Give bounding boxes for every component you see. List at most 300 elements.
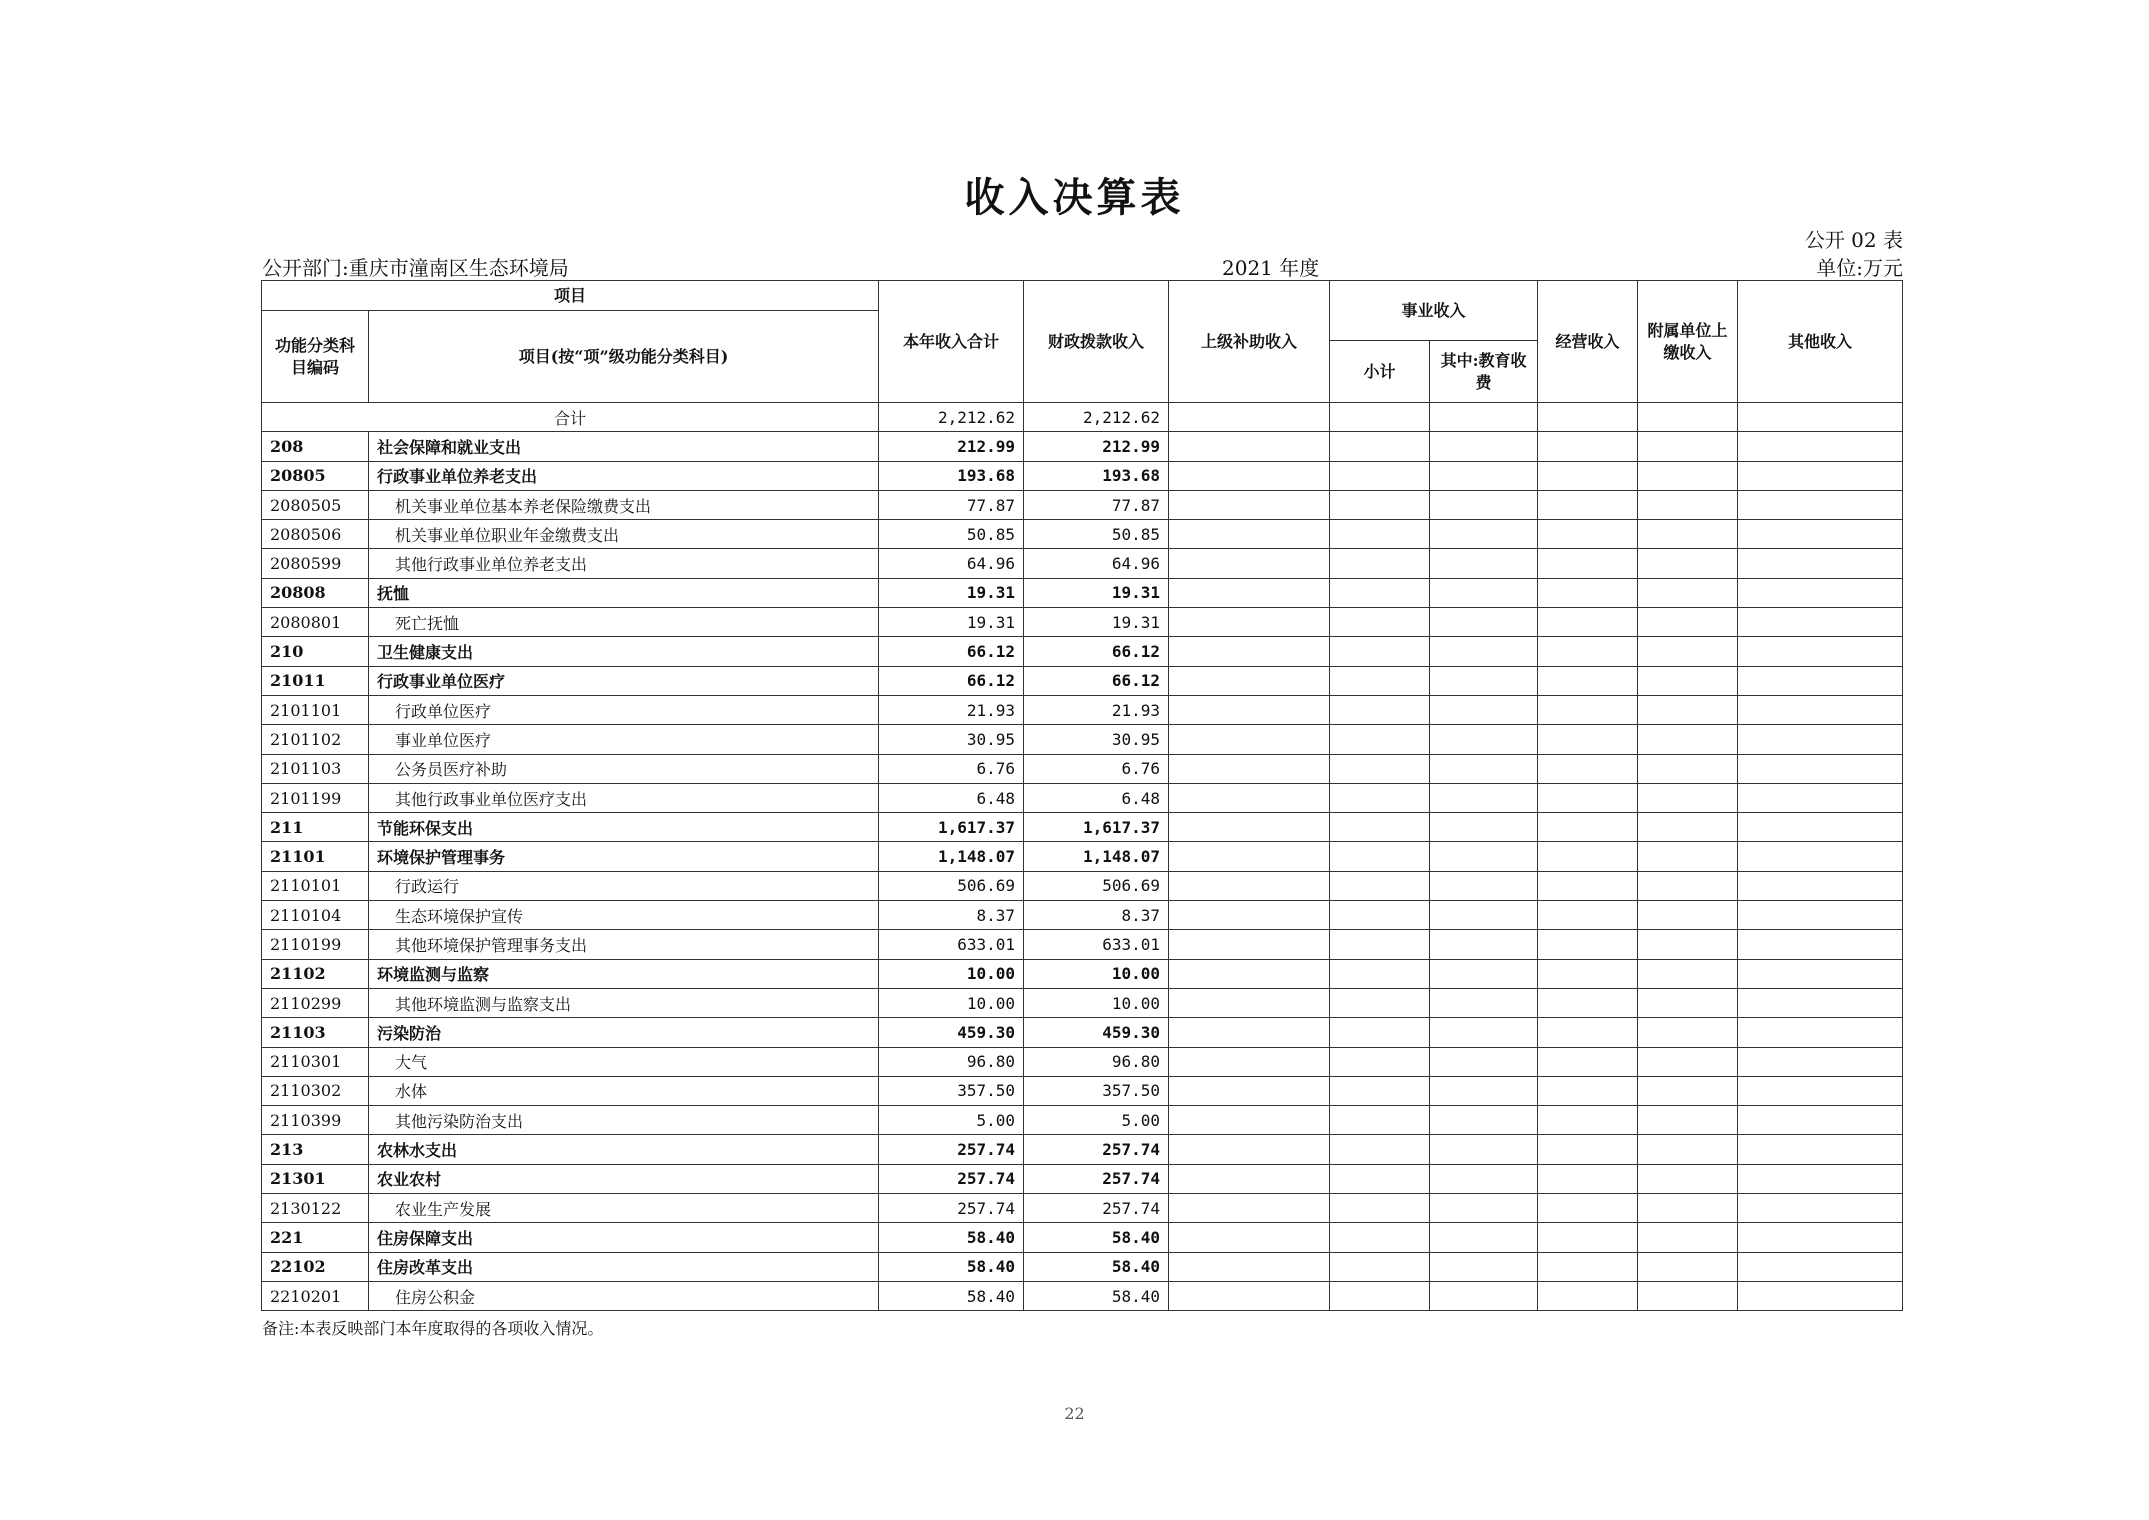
total-income-cell: 19.31 [879,578,1024,607]
table-row [262,461,1903,490]
page-number: 22 [1064,1404,1085,1423]
empty-cell [1430,666,1538,695]
empty-cell [1538,1252,1638,1281]
total-income-cell: 66.12 [879,666,1024,695]
empty-cell [1638,666,1738,695]
empty-cell [1738,871,1903,900]
empty-cell [1638,1194,1738,1223]
table-row [262,1252,1903,1281]
empty-cell [1738,1223,1903,1252]
empty-cell [1330,959,1430,988]
code-cell: 2101199 [262,783,369,812]
empty-cell [1738,1281,1903,1310]
table-row [262,930,1903,959]
empty-cell [1330,813,1430,842]
empty-cell [1638,1076,1738,1105]
empty-cell [1738,1194,1903,1223]
fiscal-year: 2021 年度 [1222,256,1320,280]
empty-cell [1169,432,1330,461]
name-cell: 卫生健康支出 [369,637,879,666]
table-row [262,1223,1903,1252]
code-cell: 2210201 [262,1281,369,1310]
header-item-name: 项目(按“项”级功能分类科目) [369,311,879,403]
fiscal-cell: 193.68 [1024,461,1169,490]
code-cell: 22102 [262,1252,369,1281]
empty-cell [1330,1252,1430,1281]
code-cell: 210 [262,637,369,666]
empty-cell [1638,461,1738,490]
empty-cell [1169,1047,1330,1076]
empty-cell [1638,725,1738,754]
code-cell: 2110199 [262,930,369,959]
empty-cell [1330,1281,1430,1310]
empty-cell [1169,842,1330,871]
empty-cell [1169,1252,1330,1281]
code-cell: 2110302 [262,1076,369,1105]
name-cell: 其他环境保护管理事务支出 [369,930,879,959]
empty-cell [1430,1252,1538,1281]
page-title: 收入决算表 [964,174,1185,221]
empty-cell [1738,901,1903,930]
empty-cell [1430,695,1538,724]
total-income-cell: 506.69 [879,871,1024,900]
empty-cell [1169,403,1330,432]
empty-cell [1538,666,1638,695]
empty-cell [1430,1047,1538,1076]
name-cell: 大气 [369,1047,879,1076]
empty-cell [1430,549,1538,578]
empty-cell [1638,1047,1738,1076]
total-income-cell: 6.48 [879,783,1024,812]
empty-cell [1330,403,1430,432]
table-row [262,1135,1903,1164]
empty-cell [1538,578,1638,607]
code-cell: 2110299 [262,988,369,1017]
empty-cell [1430,403,1538,432]
empty-cell [1430,1106,1538,1135]
name-cell: 其他环境监测与监察支出 [369,988,879,1017]
empty-cell [1330,1047,1430,1076]
empty-cell [1169,1281,1330,1310]
empty-cell [1169,490,1330,519]
header-operating: 经营收入 [1538,281,1638,403]
table-row [262,608,1903,637]
empty-cell [1638,1164,1738,1193]
empty-cell [1638,432,1738,461]
empty-cell [1330,754,1430,783]
empty-cell [1169,783,1330,812]
empty-cell [1738,959,1903,988]
code-cell: 213 [262,1135,369,1164]
empty-cell [1738,930,1903,959]
total-income-cell: 212.99 [879,432,1024,461]
empty-cell [1430,842,1538,871]
empty-cell [1169,578,1330,607]
code-cell: 21103 [262,1018,369,1047]
empty-cell [1538,842,1638,871]
empty-cell [1330,842,1430,871]
empty-cell [1538,930,1638,959]
name-cell: 行政运行 [369,871,879,900]
table-row [262,637,1903,666]
fiscal-cell: 64.96 [1024,549,1169,578]
empty-cell [1638,842,1738,871]
name-cell: 死亡抚恤 [369,608,879,637]
table-row [262,1194,1903,1223]
empty-cell [1638,637,1738,666]
empty-cell [1738,432,1903,461]
total-income-cell: 257.74 [879,1135,1024,1164]
empty-cell [1430,520,1538,549]
empty-cell [1430,1164,1538,1193]
form-number: 公开 02 表 [1804,228,1903,252]
empty-cell [1638,1223,1738,1252]
empty-cell [1538,695,1638,724]
total-income-cell: 66.12 [879,637,1024,666]
fiscal-cell: 8.37 [1024,901,1169,930]
header-business-group: 事业收入 [1330,281,1538,341]
empty-cell [1169,1223,1330,1252]
header-subtotal: 小计 [1330,341,1430,403]
name-cell: 污染防治 [369,1018,879,1047]
code-cell: 2110399 [262,1106,369,1135]
empty-cell [1430,490,1538,519]
table-row [262,1047,1903,1076]
code-cell: 221 [262,1223,369,1252]
empty-cell [1738,842,1903,871]
empty-cell [1638,959,1738,988]
total-income-cell: 50.85 [879,520,1024,549]
total-income-cell: 19.31 [879,608,1024,637]
empty-cell [1330,1164,1430,1193]
empty-cell [1638,813,1738,842]
empty-cell [1738,666,1903,695]
department-label: 公开部门:重庆市潼南区生态环境局 [262,256,569,280]
name-cell: 其他行政事业单位养老支出 [369,549,879,578]
empty-cell [1638,988,1738,1017]
table-row [262,871,1903,900]
empty-cell [1169,988,1330,1017]
name-cell: 节能环保支出 [369,813,879,842]
fiscal-cell: 506.69 [1024,871,1169,900]
fiscal-cell: 77.87 [1024,490,1169,519]
fiscal-cell: 19.31 [1024,578,1169,607]
empty-cell [1638,608,1738,637]
fiscal-cell: 30.95 [1024,725,1169,754]
empty-cell [1538,549,1638,578]
name-cell: 事业单位医疗 [369,725,879,754]
table-row [262,695,1903,724]
empty-cell [1169,1164,1330,1193]
empty-cell [1169,754,1330,783]
empty-cell [1169,666,1330,695]
name-cell: 行政事业单位医疗 [369,666,879,695]
empty-cell [1169,901,1330,930]
name-cell: 抚恤 [369,578,879,607]
empty-cell [1638,1018,1738,1047]
empty-cell [1738,988,1903,1017]
name-cell: 其他污染防治支出 [369,1106,879,1135]
header-total-income: 本年收入合计 [879,281,1024,403]
code-cell: 2080505 [262,490,369,519]
name-cell: 生态环境保护宣传 [369,901,879,930]
empty-cell [1330,461,1430,490]
table-row [262,1281,1903,1310]
code-cell: 21301 [262,1164,369,1193]
table-note: 备注:本表反映部门本年度取得的各项收入情况。 [262,1319,604,1338]
empty-cell [1538,608,1638,637]
empty-cell [1430,1018,1538,1047]
table-row [262,578,1903,607]
empty-cell [1330,490,1430,519]
empty-cell [1538,871,1638,900]
header-superior-subsidy: 上级补助收入 [1169,281,1330,403]
total-income-cell: 1,617.37 [879,813,1024,842]
total-income-cell: 30.95 [879,725,1024,754]
total-income-cell: 2,212.62 [879,403,1024,432]
code-cell: 2080801 [262,608,369,637]
table-row [262,666,1903,695]
code-cell: 2080599 [262,549,369,578]
empty-cell [1169,549,1330,578]
header-affiliated: 附属单位上缴收入 [1638,281,1738,403]
empty-cell [1169,520,1330,549]
name-cell: 住房改革支出 [369,1252,879,1281]
empty-cell [1169,959,1330,988]
code-cell: 21101 [262,842,369,871]
empty-cell [1638,403,1738,432]
empty-cell [1638,754,1738,783]
empty-cell [1430,959,1538,988]
empty-cell [1738,1164,1903,1193]
code-cell: 2130122 [262,1194,369,1223]
empty-cell [1169,1018,1330,1047]
empty-cell [1738,1252,1903,1281]
empty-cell [1169,930,1330,959]
empty-cell [1330,725,1430,754]
name-cell: 农林水支出 [369,1135,879,1164]
empty-cell [1330,783,1430,812]
empty-cell [1538,1281,1638,1310]
table-row [262,959,1903,988]
empty-cell [1330,988,1430,1017]
name-cell: 其他行政事业单位医疗支出 [369,783,879,812]
empty-cell [1638,490,1738,519]
empty-cell [1430,1223,1538,1252]
fiscal-cell: 10.00 [1024,988,1169,1017]
table-row [262,520,1903,549]
empty-cell [1738,461,1903,490]
total-income-cell: 64.96 [879,549,1024,578]
income-table [261,280,1903,1311]
code-cell: 20808 [262,578,369,607]
total-income-cell: 257.74 [879,1194,1024,1223]
code-cell: 2101103 [262,754,369,783]
code-cell: 2080506 [262,520,369,549]
empty-cell [1330,695,1430,724]
fiscal-cell: 459.30 [1024,1018,1169,1047]
empty-cell [1738,549,1903,578]
total-income-cell: 633.01 [879,930,1024,959]
empty-cell [1169,461,1330,490]
empty-cell [1330,608,1430,637]
empty-cell [1430,1135,1538,1164]
fiscal-cell: 50.85 [1024,520,1169,549]
empty-cell [1538,520,1638,549]
empty-cell [1169,1135,1330,1164]
total-income-cell: 8.37 [879,901,1024,930]
table-row [262,1106,1903,1135]
empty-cell [1738,695,1903,724]
empty-cell [1638,901,1738,930]
total-income-cell: 459.30 [879,1018,1024,1047]
empty-cell [1538,783,1638,812]
empty-cell [1538,637,1638,666]
empty-cell [1169,608,1330,637]
fiscal-cell: 257.74 [1024,1164,1169,1193]
empty-cell [1430,871,1538,900]
empty-cell [1638,1252,1738,1281]
name-cell: 行政单位医疗 [369,695,879,724]
empty-cell [1330,1194,1430,1223]
total-income-cell: 357.50 [879,1076,1024,1105]
table-row [262,988,1903,1017]
empty-cell [1430,1281,1538,1310]
table-row [262,432,1903,461]
fiscal-cell: 66.12 [1024,666,1169,695]
fiscal-cell: 10.00 [1024,959,1169,988]
empty-cell [1538,988,1638,1017]
empty-cell [1538,1076,1638,1105]
empty-cell [1738,403,1903,432]
name-cell: 水体 [369,1076,879,1105]
name-cell: 公务员医疗补助 [369,754,879,783]
empty-cell [1169,871,1330,900]
fiscal-cell: 96.80 [1024,1047,1169,1076]
code-cell: 2101101 [262,695,369,724]
total-income-cell: 58.40 [879,1281,1024,1310]
code-cell: 208 [262,432,369,461]
header-item-group: 项目 [262,281,879,311]
code-cell: 21102 [262,959,369,988]
total-income-cell: 96.80 [879,1047,1024,1076]
fiscal-cell: 257.74 [1024,1135,1169,1164]
empty-cell [1738,1106,1903,1135]
name-cell: 机关事业单位职业年金缴费支出 [369,520,879,549]
table-row [262,783,1903,812]
code-cell: 2110101 [262,871,369,900]
empty-cell [1169,637,1330,666]
empty-cell [1330,930,1430,959]
empty-cell [1738,1047,1903,1076]
empty-cell [1430,930,1538,959]
empty-cell [1430,783,1538,812]
header-fiscal: 财政拨款收入 [1024,281,1169,403]
empty-cell [1738,754,1903,783]
empty-cell [1638,1281,1738,1310]
code-cell: 20805 [262,461,369,490]
empty-cell [1638,695,1738,724]
empty-cell [1738,813,1903,842]
empty-cell [1538,901,1638,930]
empty-cell [1430,578,1538,607]
empty-cell [1330,1106,1430,1135]
fiscal-cell: 633.01 [1024,930,1169,959]
name-cell: 农业生产发展 [369,1194,879,1223]
empty-cell [1330,1223,1430,1252]
empty-cell [1538,1223,1638,1252]
table-row [262,549,1903,578]
empty-cell [1330,637,1430,666]
fiscal-cell: 6.48 [1024,783,1169,812]
name-cell: 住房公积金 [369,1281,879,1310]
empty-cell [1430,432,1538,461]
name-cell: 社会保障和就业支出 [369,432,879,461]
empty-cell [1538,1018,1638,1047]
fiscal-cell: 21.93 [1024,695,1169,724]
empty-cell [1430,725,1538,754]
empty-cell [1169,1076,1330,1105]
empty-cell [1738,608,1903,637]
fiscal-cell: 1,617.37 [1024,813,1169,842]
empty-cell [1738,1135,1903,1164]
empty-cell [1538,1047,1638,1076]
total-income-cell: 58.40 [879,1223,1024,1252]
empty-cell [1430,1194,1538,1223]
empty-cell [1538,959,1638,988]
header-code: 功能分类科目编码 [262,311,369,403]
empty-cell [1738,520,1903,549]
empty-cell [1538,1106,1638,1135]
table-row [262,490,1903,519]
empty-cell [1738,1076,1903,1105]
empty-cell [1330,432,1430,461]
table-row [262,1076,1903,1105]
total-row [262,403,1903,432]
total-income-cell: 257.74 [879,1164,1024,1193]
empty-cell [1538,1194,1638,1223]
unit-label: 单位:万元 [1816,256,1903,280]
total-income-cell: 10.00 [879,988,1024,1017]
empty-cell [1738,725,1903,754]
fiscal-cell: 6.76 [1024,754,1169,783]
empty-cell [1538,725,1638,754]
empty-cell [1538,461,1638,490]
table-row [262,813,1903,842]
empty-cell [1169,1194,1330,1223]
empty-cell [1738,637,1903,666]
empty-cell [1638,1135,1738,1164]
empty-cell [1538,490,1638,519]
total-income-cell: 193.68 [879,461,1024,490]
fiscal-cell: 58.40 [1024,1281,1169,1310]
empty-cell [1538,432,1638,461]
empty-cell [1738,783,1903,812]
header-other: 其他收入 [1738,281,1903,403]
name-cell: 农业农村 [369,1164,879,1193]
table-row [262,1164,1903,1193]
code-cell: 2110301 [262,1047,369,1076]
empty-cell [1169,1106,1330,1135]
total-income-cell: 6.76 [879,754,1024,783]
code-cell: 2110104 [262,901,369,930]
total-label: 合计 [262,403,879,432]
fiscal-cell: 19.31 [1024,608,1169,637]
total-income-cell: 1,148.07 [879,842,1024,871]
table-row [262,754,1903,783]
empty-cell [1430,637,1538,666]
code-cell: 2101102 [262,725,369,754]
